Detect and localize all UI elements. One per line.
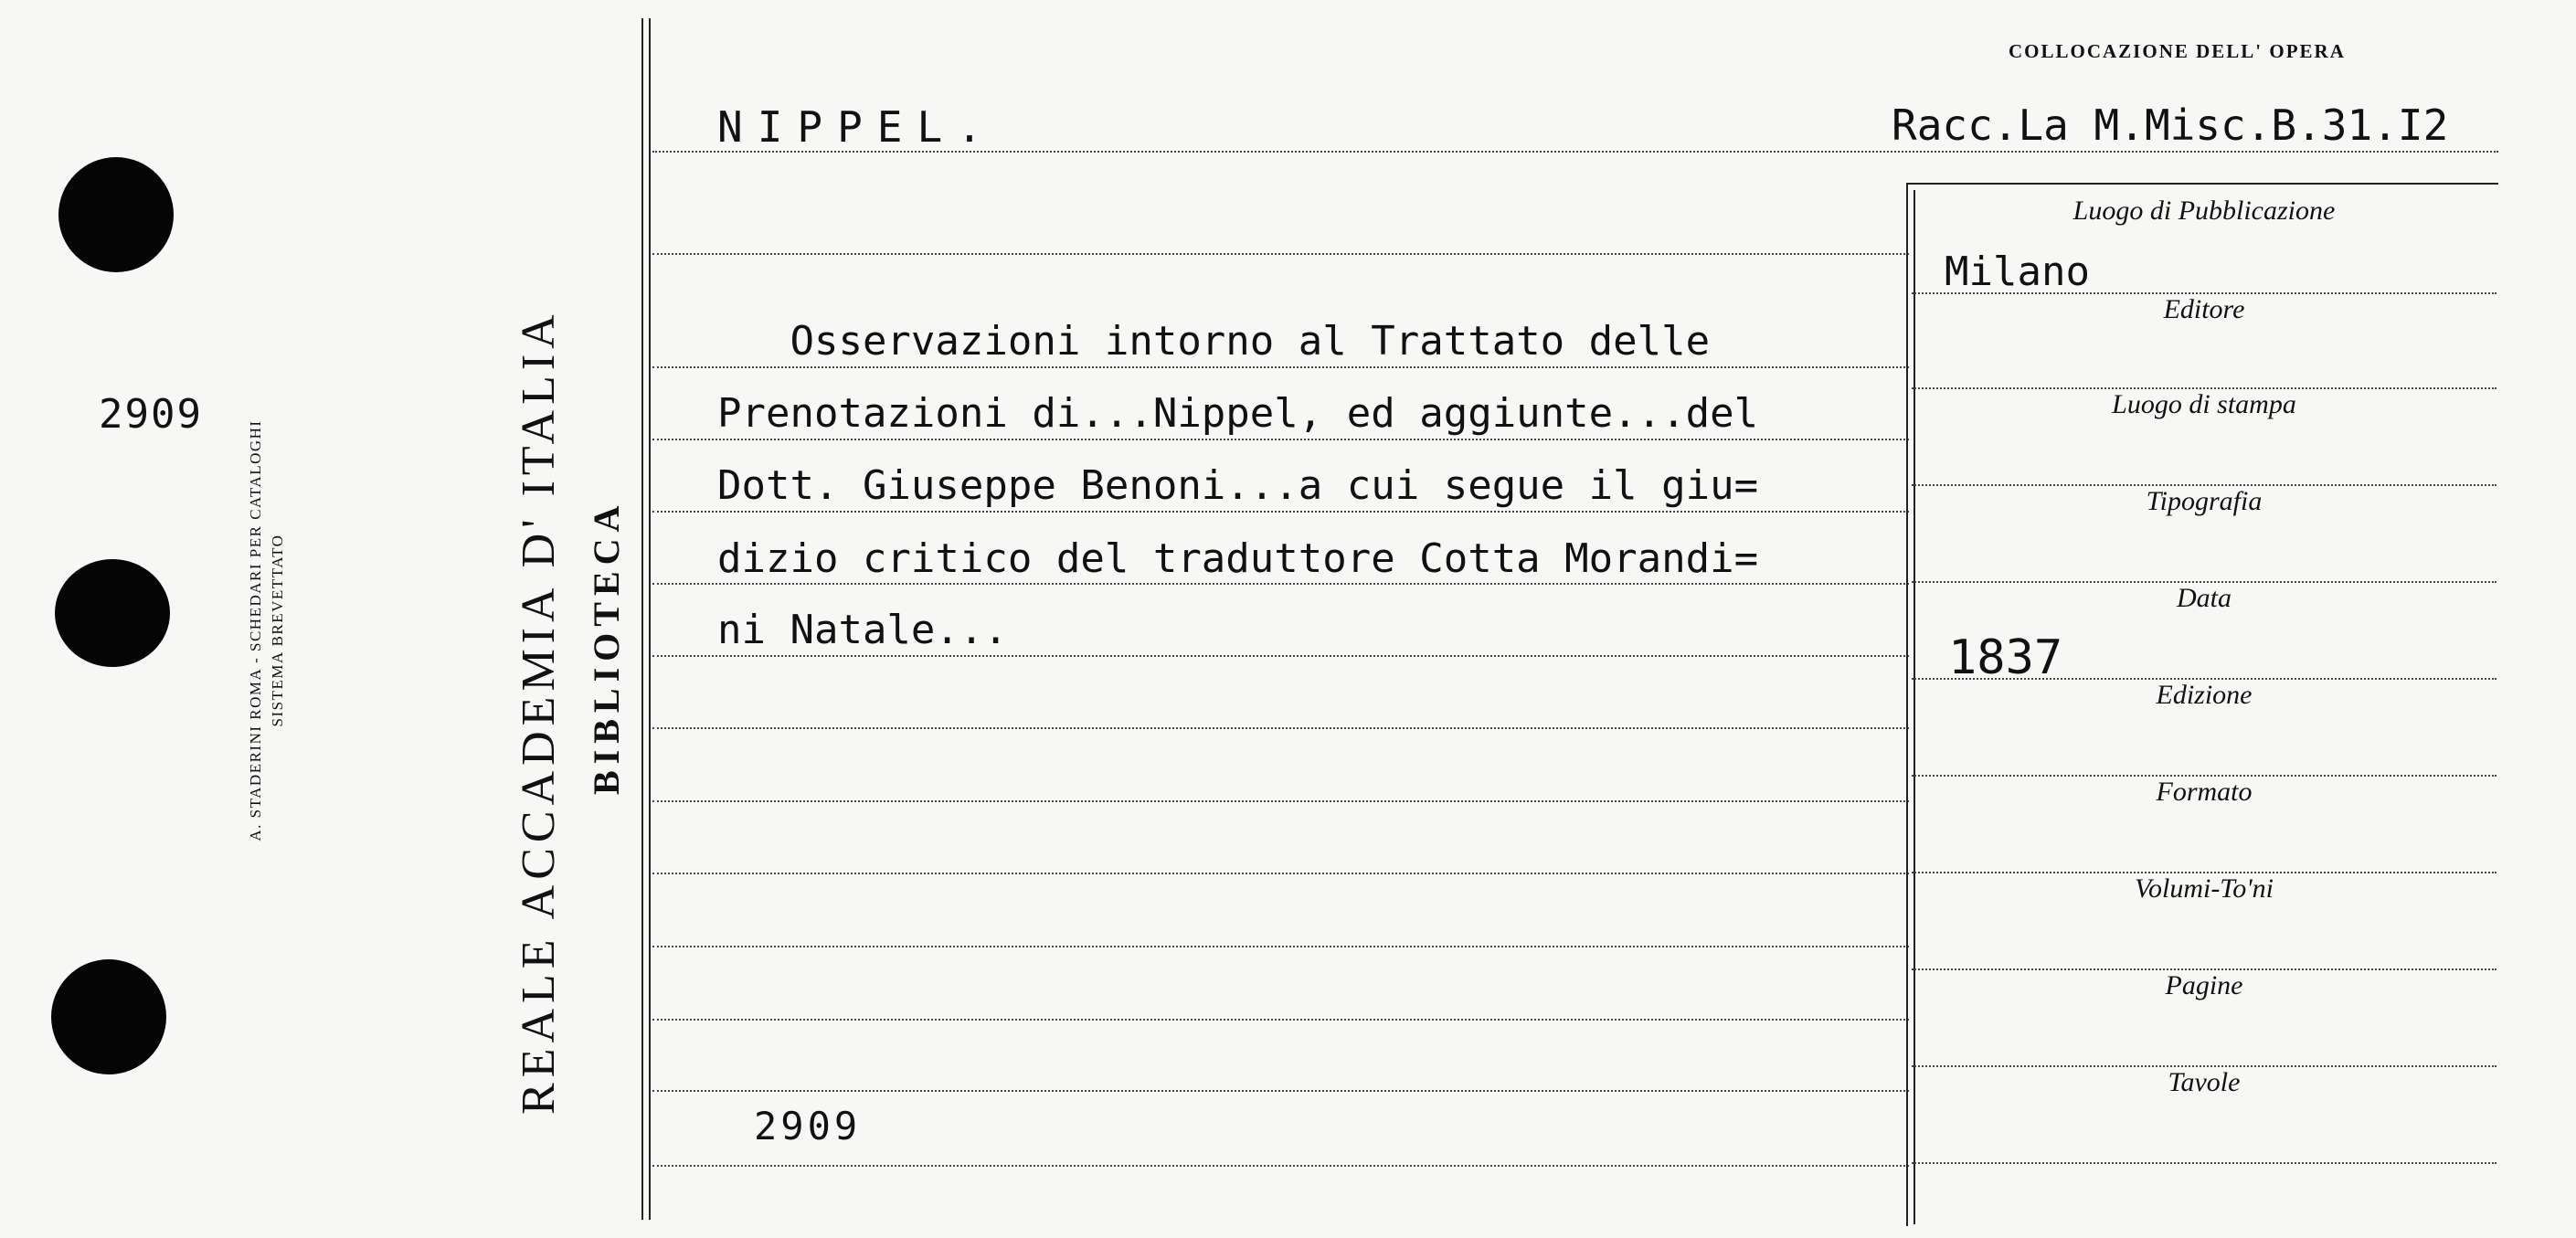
title-line: Dott. Giuseppe Benoni...a cui segue il giu= [717,462,1759,509]
margin-rule-left [641,18,643,1220]
punch-hole-top [58,157,174,272]
institution-name: REALE ACCADEMIA D' ITALIA [513,309,565,1115]
ruled-line [652,1090,1909,1092]
library-name: BIBLIOTECA [586,499,627,795]
ruled-line [652,511,1909,513]
margin-card-number: 2909 [99,391,203,438]
ruled-line [652,1165,1909,1167]
ruled-line [652,583,1909,585]
title-line: ni Natale... [717,607,1008,653]
ruled-line [652,1019,1909,1021]
field-label-luogo-pubblicazione: Luogo di Pubblicazione [2072,196,2336,226]
ruled-line [652,873,1909,874]
supplier-line-2: SISTEMA BREVETTATO [269,534,286,727]
field-value-data: 1837 [1948,630,2063,685]
field-label-tipografia: Tipografia [2146,486,2263,516]
author-heading: NIPPEL. [717,102,997,152]
ruled-line [652,655,1909,657]
field-label-tavole: Tavole [2168,1067,2241,1097]
field-label-edizione: Edizione [2156,680,2253,710]
title-line: dizio critico del traduttore Cotta Morandi= [717,535,1759,582]
supplier-line-1: A. STADERINI ROMA - SCHEDARI PER CATALOGHI [247,419,264,841]
panel-ruled-line [1912,1162,2496,1164]
punch-hole-middle [55,559,170,667]
bottom-card-number: 2909 [754,1104,862,1148]
ruled-line [652,253,1909,255]
supplier-imprint [245,338,289,923]
field-label-volumi-tomi: Volumi-To'ni [2134,873,2274,904]
ruled-line [652,439,1909,440]
field-value-luogo-pubblicazione: Milano [1945,249,2090,295]
ruled-line [652,946,1909,947]
title-line: Osservazioni intorno al Trattato delle [717,318,1711,365]
field-label-pagine: Pagine [2165,970,2243,1000]
collocazione-label: COLLOCAZIONE DELL' OPERA [2009,40,2346,62]
field-label-editore: Editore [2163,294,2245,324]
field-label-data: Data [2177,583,2231,613]
ruled-line [652,727,1909,729]
field-label-luogo-stampa: Luogo di stampa [2112,389,2296,419]
margin-rule-right [649,18,651,1220]
shelfmark: Racc.La M.Misc.B.31.I2 [1892,101,2449,150]
punch-hole-bottom [51,959,166,1074]
field-label-formato: Formato [2156,777,2253,807]
title-line: Prenotazioni di...Nippel, ed aggiunte...del [717,390,1759,437]
ruled-line [652,366,1909,368]
ruled-line [652,800,1909,802]
ruled-line [652,151,2498,153]
